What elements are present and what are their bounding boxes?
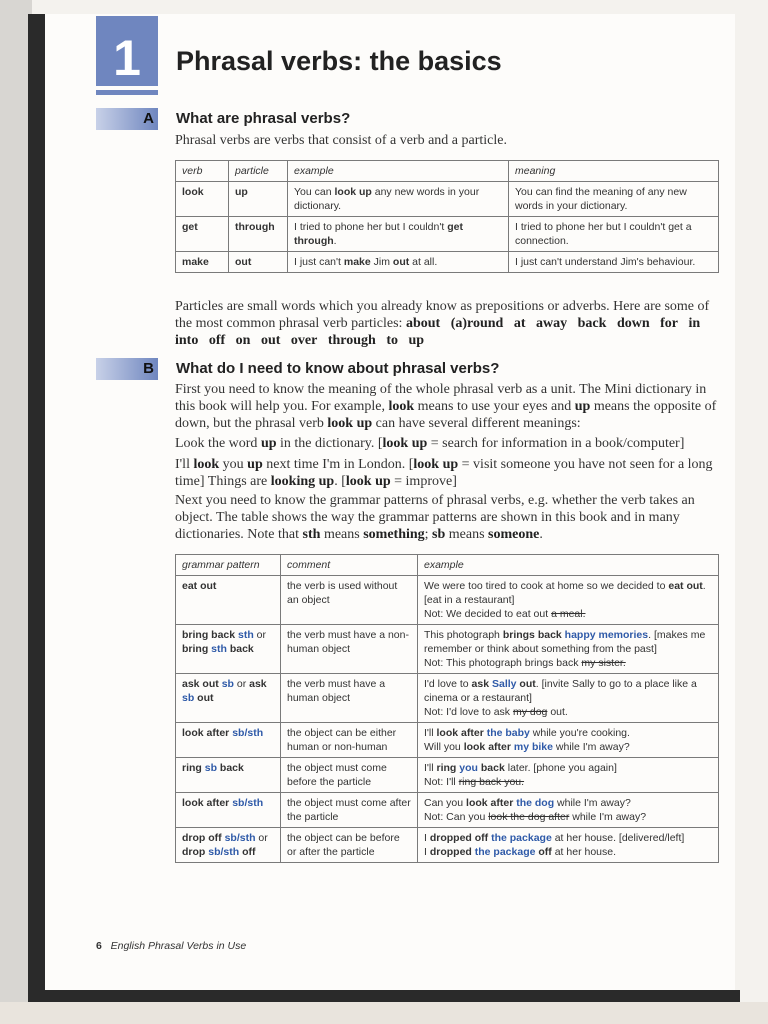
scan-shadow xyxy=(0,1002,768,1024)
comment-cell: the verb is used without an object xyxy=(281,576,418,625)
table-row xyxy=(176,828,719,863)
particle: at xyxy=(513,316,526,331)
header-comment: comment xyxy=(281,555,418,576)
meaning-cell: You can find the meaning of any new words in your dictionary. xyxy=(509,182,719,217)
example-cell: I'll ring you back later. [phone you again] Not: I'll ring back you. xyxy=(418,758,719,793)
section-a-intro: Phrasal verbs are verbs that consist of a verb and a particle. xyxy=(175,133,507,148)
verb-cell: get xyxy=(176,217,229,252)
table-header-row xyxy=(176,555,719,576)
comment-cell: the verb must have a non-human object xyxy=(281,625,418,674)
table-row xyxy=(176,674,719,723)
particle: down xyxy=(616,316,650,331)
example-cell: I just can't make Jim out at all. xyxy=(288,252,509,273)
pattern-cell: ask out sb or ask sb out xyxy=(176,674,281,723)
section-b-heading: What do I need to know about phrasal verbs? xyxy=(176,360,500,377)
comment-cell: the object must come after the particle xyxy=(281,793,418,828)
pattern-cell: look after sb/sth xyxy=(176,723,281,758)
pattern-cell: eat out xyxy=(176,576,281,625)
header-grammar-pattern: grammar pattern xyxy=(176,555,281,576)
unit-rule xyxy=(96,90,158,95)
particles-paragraph: Particles are small words which you already know as prepositions or adverbs. Here are some of the most common phrasal verb particles: about (a)round at away back down for in into off on out over through to up xyxy=(175,299,710,348)
grammar-patterns-table xyxy=(175,554,719,863)
particle-cell: out xyxy=(229,252,288,273)
page-footer xyxy=(96,940,246,952)
verb-cell: look xyxy=(176,182,229,217)
table-row xyxy=(176,217,719,252)
table-row xyxy=(176,576,719,625)
example-cell: You can look up any new words in your dictionary. xyxy=(288,182,509,217)
comment-cell: the verb must have a human object xyxy=(281,674,418,723)
section-b-paragraph-2: Look the word up in the dictionary. [look up = search for information in a book/computer] xyxy=(175,436,685,451)
header-particle: particle xyxy=(229,161,288,182)
section-b-paragraph-3: I'll look you up next time I'm in London. [look up = visit someone you have not seen for a long time] Things are looking up. [look up = improve] xyxy=(175,457,713,489)
meaning-cell: I just can't understand Jim's behaviour. xyxy=(509,252,719,273)
header-meaning: meaning xyxy=(509,161,719,182)
particle-cell: through xyxy=(229,217,288,252)
book-title: English Phrasal Verbs in Use xyxy=(110,940,247,952)
particle: over xyxy=(290,333,318,348)
header-verb: verb xyxy=(176,161,229,182)
section-b-paragraph-4: Next you need to know the grammar patterns of phrasal verbs, e.g. whether the verb takes an object. The table shows the way the grammar patterns are shown in this book and in many dictionaries. Note that sth means something; sb means someone. xyxy=(175,493,695,542)
particle: away xyxy=(536,316,568,331)
example-cell: I tried to phone her but I couldn't get through. xyxy=(288,217,509,252)
comment-cell: the object must come before the particle xyxy=(281,758,418,793)
table-row xyxy=(176,758,719,793)
section-b-paragraph-1: First you need to know the meaning of the whole phrasal verb as a unit. The Mini dictionary in this book will help you. For example, look means to use your eyes and up means the opposite of down, but the phrasal verb look up can have several different meanings: xyxy=(175,382,717,431)
scan-margin xyxy=(0,0,32,1024)
particle: in xyxy=(688,316,701,331)
pattern-cell: bring back sth or bring sth back xyxy=(176,625,281,674)
section-a-tab: A xyxy=(96,108,158,130)
meaning-cell: I tried to phone her but I couldn't get a connection. xyxy=(509,217,719,252)
table-row xyxy=(176,723,719,758)
example-cell: I'll look after the baby while you're cooking. Will you look after my bike while I'm away? xyxy=(418,723,719,758)
table-row xyxy=(176,182,719,217)
verb-cell: make xyxy=(176,252,229,273)
particle: to xyxy=(386,333,399,348)
example-cell: I dropped off the package at her house. [delivered/left] I dropped the package off at her house. xyxy=(418,828,719,863)
particle: (a)round xyxy=(450,316,504,331)
particle: into xyxy=(175,333,199,348)
particle-cell: up xyxy=(229,182,288,217)
example-cell: I'd love to ask Sally out. [invite Sally to go to a place like a cinema or a restaurant] Not: I'd love to ask my dog out. xyxy=(418,674,719,723)
particle: for xyxy=(660,316,679,331)
particle: through xyxy=(327,333,376,348)
table-row xyxy=(176,625,719,674)
header-example: example xyxy=(288,161,509,182)
scan-edge xyxy=(40,990,740,1002)
particle: on xyxy=(235,333,251,348)
pattern-cell: look after sb/sth xyxy=(176,793,281,828)
table-row xyxy=(176,252,719,273)
particle: off xyxy=(208,333,226,348)
particle: out xyxy=(260,333,281,348)
phrasal-verbs-table xyxy=(175,160,719,273)
particle: up xyxy=(408,333,425,348)
example-cell: This photograph brings back happy memories. [makes me remember or think about something from the past] Not: This photograph brings back my sister. xyxy=(418,625,719,674)
section-b-tab: B xyxy=(96,358,158,380)
example-cell: We were too tired to cook at home so we decided to eat out. [eat in a restaurant] Not: We decided to eat out a meal. xyxy=(418,576,719,625)
header-example: example xyxy=(418,555,719,576)
page-title: Phrasal verbs: the basics xyxy=(176,46,502,76)
table-header-row xyxy=(176,161,719,182)
particle: about xyxy=(405,316,441,331)
table-row xyxy=(176,793,719,828)
pattern-cell: ring sb back xyxy=(176,758,281,793)
pattern-cell: drop off sb/sth or drop sb/sth off xyxy=(176,828,281,863)
page-number: 6 xyxy=(96,940,102,952)
unit-number: 1 xyxy=(96,16,158,86)
example-cell: Can you look after the dog while I'm away? Not: Can you look the dog after while I'm away? xyxy=(418,793,719,828)
comment-cell: the object can be either human or non-human xyxy=(281,723,418,758)
comment-cell: the object can be before or after the particle xyxy=(281,828,418,863)
section-a-heading: What are phrasal verbs? xyxy=(176,110,351,127)
particle: back xyxy=(577,316,607,331)
